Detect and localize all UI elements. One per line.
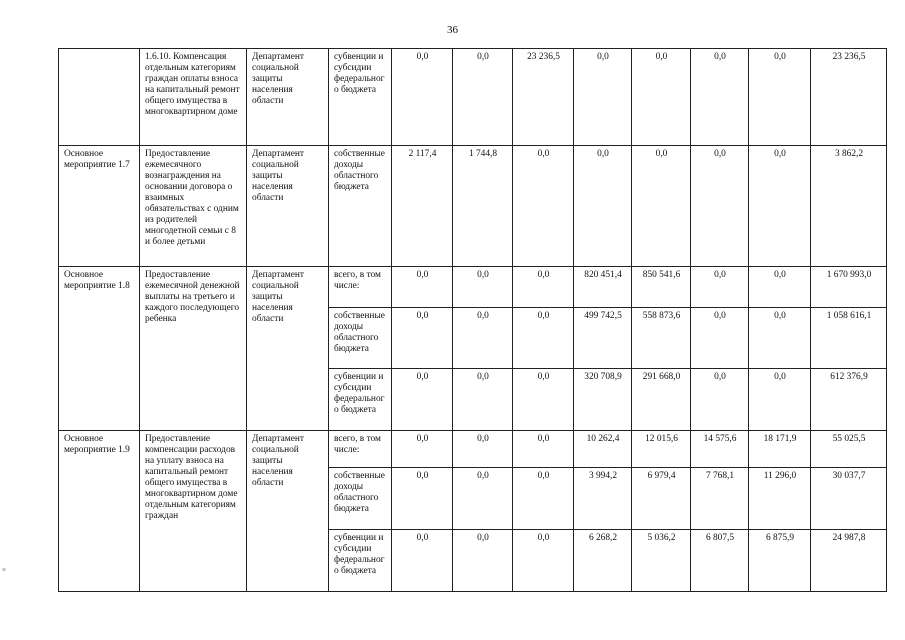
value-cell: 0,0 [691,369,749,431]
value-cell: 0,0 [453,49,513,146]
funding-source-cell: всего, в том числе: [329,431,392,468]
total-value-cell: 1 670 993,0 [811,267,887,308]
value-cell: 0,0 [749,49,811,146]
value-cell: 0,0 [392,308,453,369]
value-cell: 7 768,1 [691,468,749,530]
value-cell: 10 262,4 [574,431,632,468]
value-cell: 0,0 [513,146,574,267]
value-cell: 6 979,4 [632,468,691,530]
value-cell: 0,0 [513,468,574,530]
value-cell: 0,0 [453,267,513,308]
value-cell: 0,0 [392,530,453,592]
value-cell: 12 015,6 [632,431,691,468]
value-cell: 0,0 [691,49,749,146]
value-cell: 0,0 [749,146,811,267]
value-cell: 0,0 [392,267,453,308]
total-value-cell: 23 236,5 [811,49,887,146]
value-cell: 0,0 [574,146,632,267]
value-cell: 0,0 [749,369,811,431]
event-code-cell: Основное мероприятие 1.8 [59,267,140,431]
table-row [59,49,887,146]
funding-source-cell: собственные доходы областного бюджета [329,146,392,267]
value-cell: 0,0 [632,49,691,146]
value-cell: 0,0 [453,308,513,369]
value-cell: 0,0 [632,146,691,267]
table-row [59,146,887,267]
value-cell: 23 236,5 [513,49,574,146]
budget-table [58,48,887,592]
funding-source-cell: собственные доходы областного бюджета [329,308,392,369]
value-cell: 18 171,9 [749,431,811,468]
value-cell: 3 994,2 [574,468,632,530]
value-cell: 0,0 [691,146,749,267]
funding-source-cell: всего, в том числе: [329,267,392,308]
value-cell: 2 117,4 [392,146,453,267]
value-cell: 0,0 [749,267,811,308]
value-cell: 0,0 [453,468,513,530]
measure-name-cell: 1.6.10. Компенсация отдельным категориям граждан оплаты взноса на капитальный ремонт общего имущества в многоквартирном доме [140,49,247,146]
value-cell: 6 807,5 [691,530,749,592]
total-value-cell: 612 376,9 [811,369,887,431]
value-cell: 0,0 [691,308,749,369]
value-cell: 1 744,8 [453,146,513,267]
measure-name-cell: Предоставление ежемесячного вознаграждения на основании договора о взаимных обязательствах с одним из родителей многодетной семьи с 8 и более детьми [140,146,247,267]
value-cell: 320 708,9 [574,369,632,431]
value-cell: 0,0 [453,369,513,431]
value-cell: 14 575,6 [691,431,749,468]
value-cell: 0,0 [749,308,811,369]
value-cell: 5 036,2 [632,530,691,592]
funding-source-cell: собственные доходы областного бюджета [329,468,392,530]
executor-cell: Департамент социальной защиты населения области [247,49,329,146]
value-cell: 558 873,6 [632,308,691,369]
value-cell: 0,0 [513,267,574,308]
value-cell: 0,0 [392,369,453,431]
value-cell: 850 541,6 [632,267,691,308]
measure-name-cell: Предоставление компенсации расходов на уплату взноса на капитальный ремонт общего имущества в многоквартирном доме отдельным категориям граждан [140,431,247,592]
value-cell: 0,0 [574,49,632,146]
table-row [59,267,887,308]
total-value-cell: 55 025,5 [811,431,887,468]
total-value-cell: 24 987,8 [811,530,887,592]
funding-source-cell: субвенции и субсидии федерального бюджета [329,369,392,431]
value-cell: 291 668,0 [632,369,691,431]
event-code-cell: Основное мероприятие 1.9 [59,431,140,592]
value-cell: 0,0 [691,267,749,308]
executor-cell: Департамент социальной защиты населения области [247,431,329,592]
funding-source-cell: субвенции и субсидии федерального бюджета [329,49,392,146]
value-cell: 0,0 [513,431,574,468]
value-cell: 499 742,5 [574,308,632,369]
margin-mark: ≡ [2,566,6,574]
value-cell: 0,0 [453,530,513,592]
value-cell: 0,0 [392,49,453,146]
total-value-cell: 3 862,2 [811,146,887,267]
value-cell: 6 875,9 [749,530,811,592]
value-cell: 0,0 [392,468,453,530]
value-cell: 0,0 [453,431,513,468]
value-cell: 820 451,4 [574,267,632,308]
page-number: 36 [447,24,458,36]
total-value-cell: 30 037,7 [811,468,887,530]
executor-cell: Департамент социальной защиты населения области [247,146,329,267]
value-cell: 6 268,2 [574,530,632,592]
table-row [59,431,887,468]
value-cell: 0,0 [513,530,574,592]
measure-name-cell: Предоставление ежемесячной денежной выплаты на третьего и каждого последующего ребенка [140,267,247,431]
event-code-cell: Основное мероприятие 1.7 [59,146,140,267]
event-code-cell [59,49,140,146]
value-cell: 0,0 [513,369,574,431]
total-value-cell: 1 058 616,1 [811,308,887,369]
funding-source-cell: субвенции и субсидии федерального бюджета [329,530,392,592]
executor-cell: Департамент социальной защиты населения области [247,267,329,431]
value-cell: 0,0 [392,431,453,468]
value-cell: 11 296,0 [749,468,811,530]
value-cell: 0,0 [513,308,574,369]
